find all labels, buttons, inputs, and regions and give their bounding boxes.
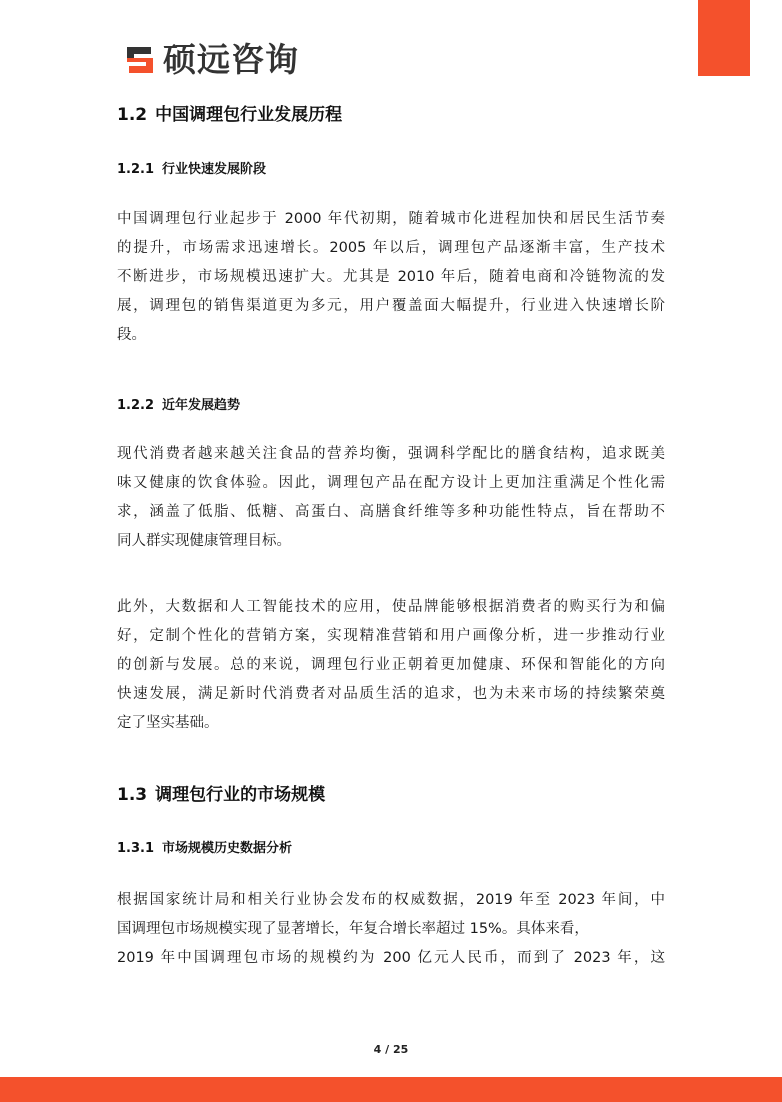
section-heading-1-2: 1.2 中国调理包行业发展历程 [117, 105, 343, 125]
text-line: 定了坚实基础。 [117, 715, 219, 731]
text-line: 根据国家统计局和相关行业协会发布的权威数据，2019 年至 2023 年间，中 [117, 892, 665, 908]
paragraph-1-2-2-b [117, 593, 665, 738]
text-line: 不断进步，市场规模迅速扩大。尤其是 2010 年后，随着电商和冷链物流的发 [117, 269, 665, 285]
text-line: 现代消费者越来越关注食品的营养均衡，强调科学配比的膳食结构，追求既美 [117, 446, 665, 462]
company-logo [125, 40, 299, 80]
logo-text: 硕远咨询 [163, 40, 299, 79]
text-line: 2019 年中国调理包市场的规模约为 200 亿元人民币，而到了 2023 年，这 [117, 950, 665, 966]
logo-icon [125, 45, 155, 75]
section-heading-1-3: 1.3 调理包行业的市场规模 [117, 785, 326, 805]
paragraph-1-2-2-a [117, 440, 665, 556]
subsection-heading-1-2-2: 1.2.2 近年发展趋势 [117, 398, 241, 413]
subsection-heading-1-2-1: 1.2.1 行业快速发展阶段 [117, 162, 267, 177]
text-line: 国调理包市场规模实现了显著增长，年复合增长率超过 15%。具体来看， [117, 921, 589, 937]
text-line: 求，涵盖了低脂、低糖、高蛋白、高膳食纤维等多种功能性特点，旨在帮助不 [117, 504, 665, 520]
text-line: 味又健康的饮食体验。因此，调理包产品在配方设计上更加注重满足个性化需 [117, 475, 665, 491]
text-line: 好，定制个性化的营销方案，实现精准营销和用户画像分析，进一步推动行业 [117, 628, 665, 644]
subsection-heading-1-3-1: 1.3.1 市场规模历史数据分析 [117, 841, 293, 856]
paragraph-1-2-1 [117, 205, 665, 350]
paragraph-1-3-1 [117, 886, 665, 973]
text-line: 段。 [117, 327, 146, 343]
page-number: 4 / 25 [373, 1043, 409, 1056]
text-line: 同人群实现健康管理目标。 [117, 533, 291, 549]
text-line: 中国调理包行业起步于 2000 年代初期，随着城市化进程加快和居民生活节奏 [117, 211, 665, 227]
text-line: 的创新与发展。总的来说，调理包行业正朝着更加健康、环保和智能化的方向 [117, 657, 665, 673]
text-line: 快速发展，满足新时代消费者对品质生活的追求，也为未来市场的持续繁荣奠 [117, 686, 665, 702]
text-line: 此外，大数据和人工智能技术的应用，使品牌能够根据消费者的购买行为和偏 [117, 599, 665, 615]
text-line: 的提升，市场需求迅速增长。2005 年以后，调理包产品逐渐丰富，生产技术 [117, 240, 665, 256]
text-line: 展，调理包的销售渠道更为多元，用户覆盖面大幅提升，行业进入快速增长阶 [117, 298, 665, 314]
footer-bar [0, 1077, 782, 1102]
corner-accent-block [698, 0, 750, 76]
